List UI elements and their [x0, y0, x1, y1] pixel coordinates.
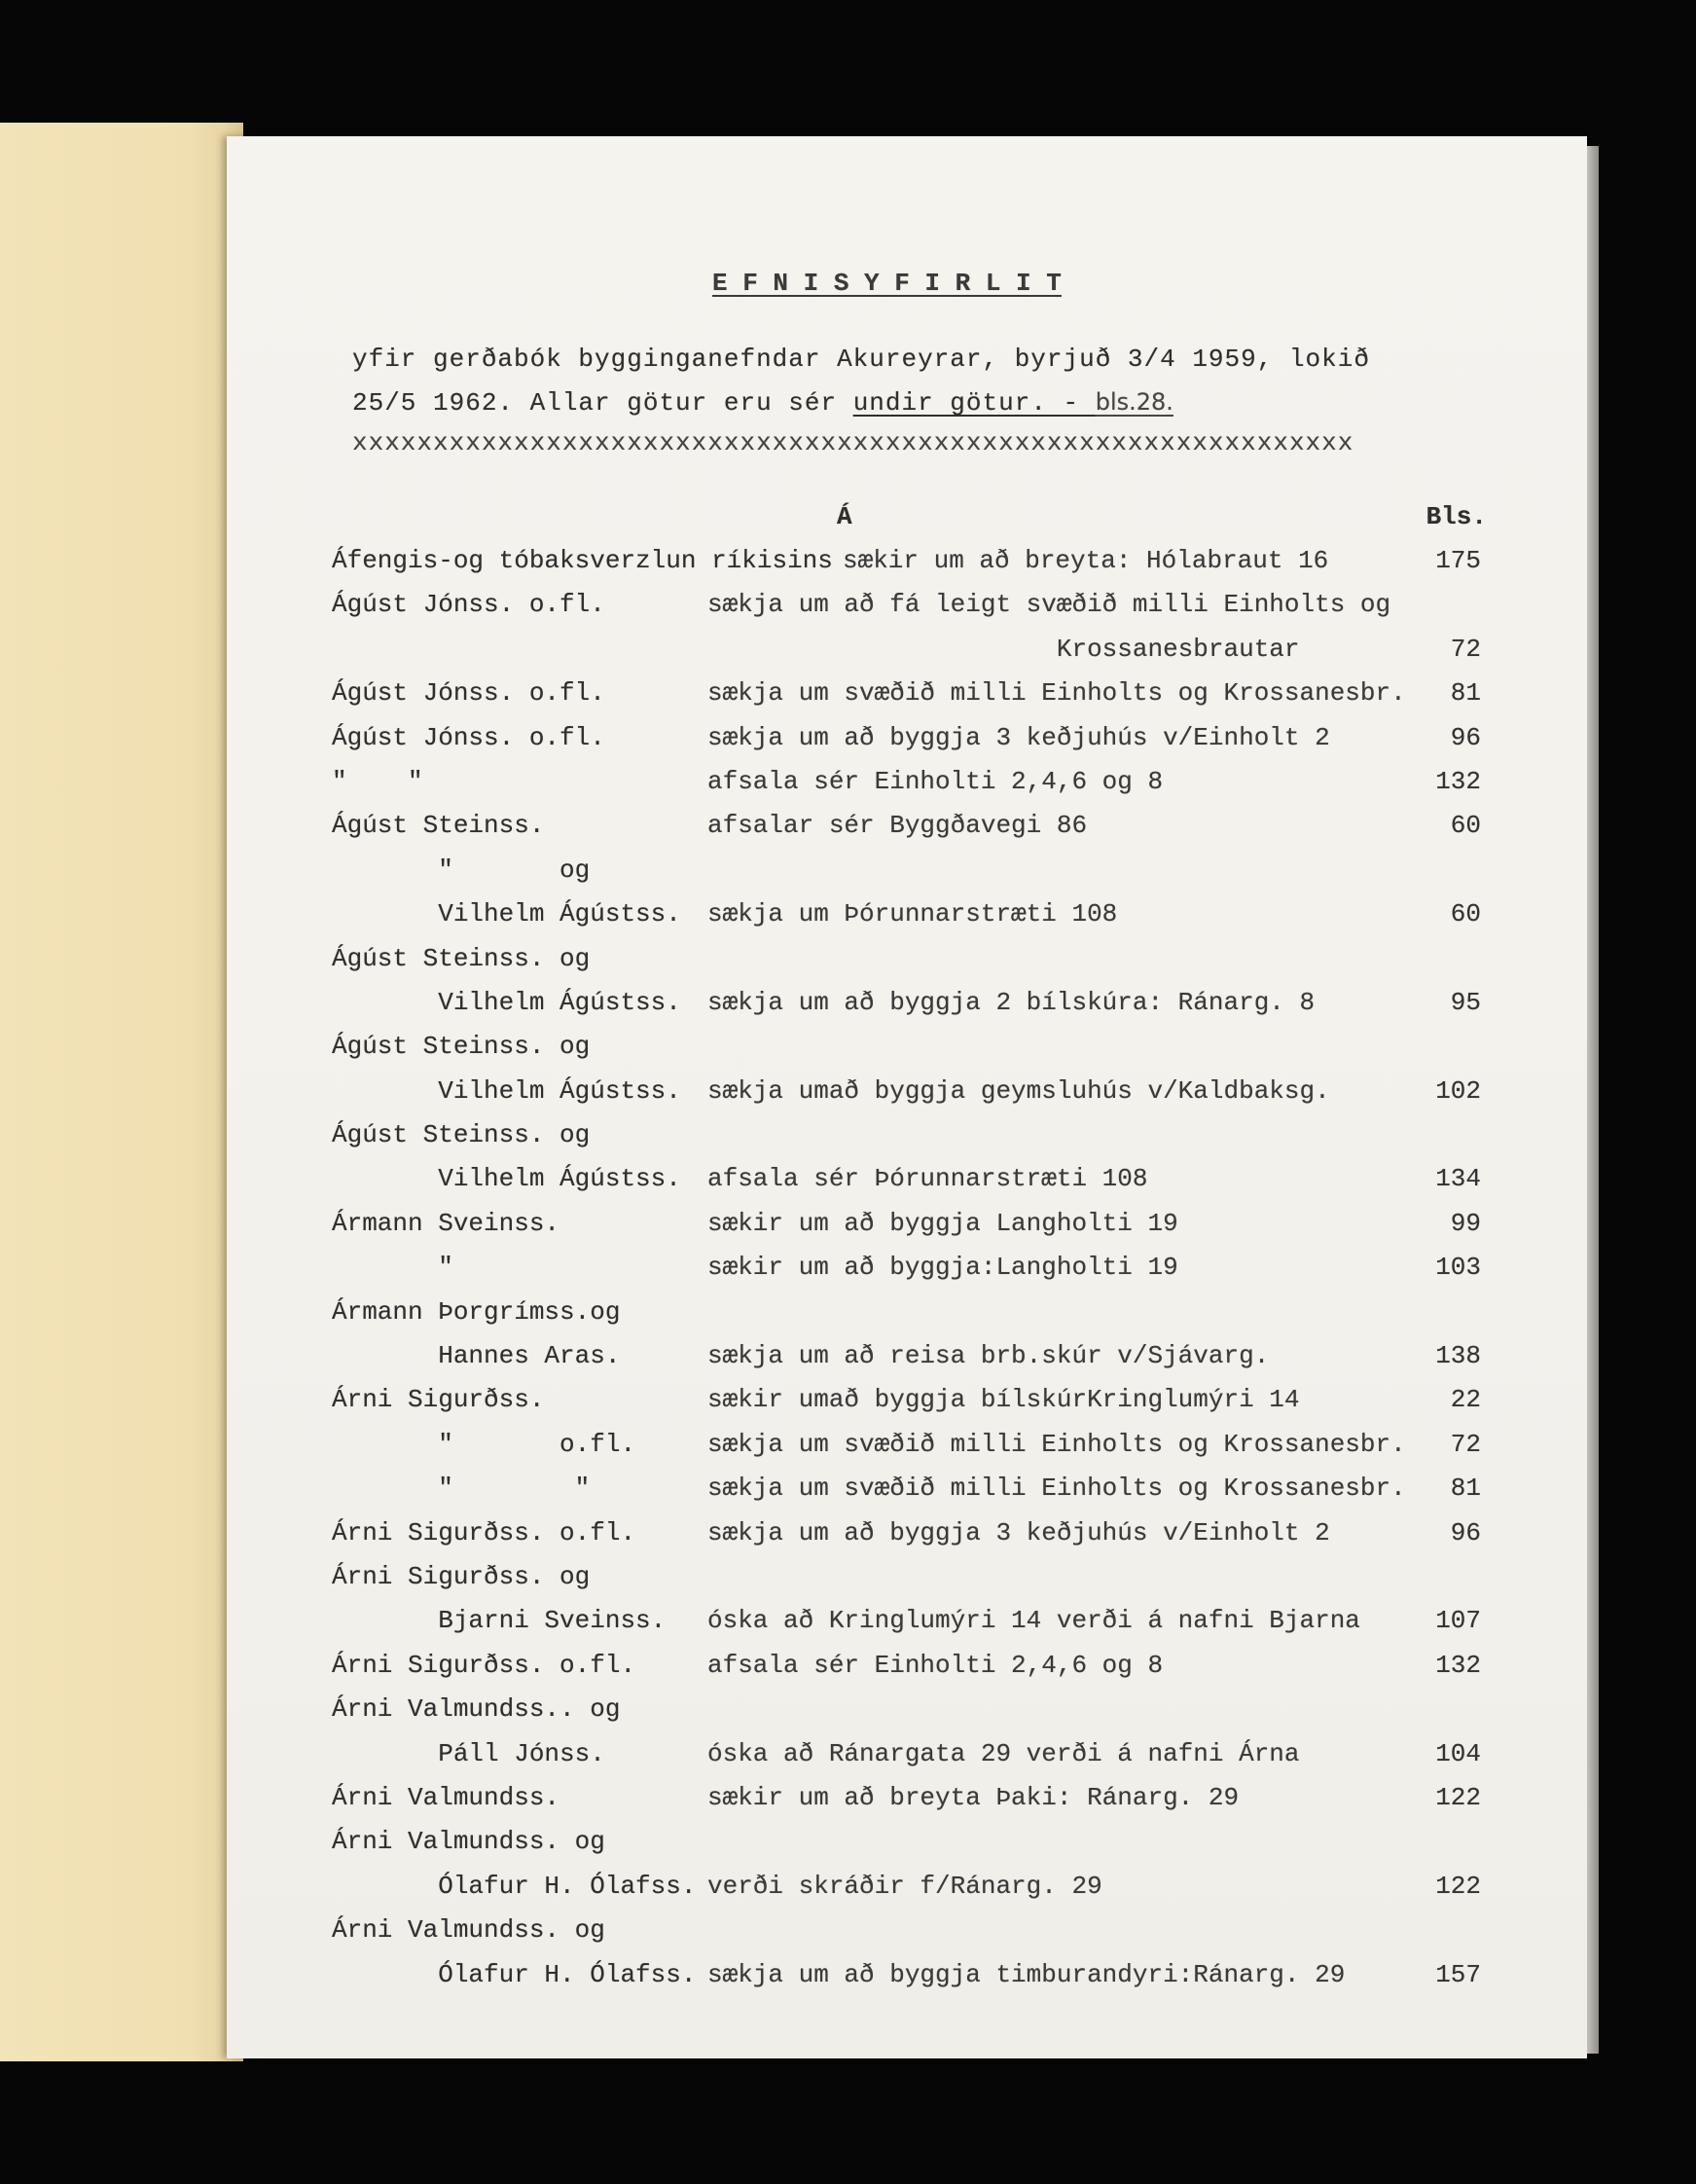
index-entry	[332, 760, 1481, 804]
entry-name: Ármann Sveinss.	[332, 1208, 560, 1238]
index-entry	[332, 1378, 1481, 1422]
entry-name: Ágúst Steinss.	[332, 811, 545, 841]
entry-name: Ágúst Steinss. og	[332, 1032, 591, 1062]
index-entry	[332, 937, 1481, 981]
entry-name: Árni Sigurðss. o.fl.	[332, 1650, 636, 1680]
index-entries	[332, 539, 1481, 1997]
entry-page-number: 132	[1435, 766, 1481, 796]
index-entry	[332, 1644, 1481, 1688]
entry-description: óska að Ránargata 29 verði á nafni Árna	[707, 1738, 1300, 1768]
entry-page-number: 107	[1435, 1606, 1481, 1636]
entry-page-number: 22	[1450, 1385, 1481, 1415]
index-entry	[332, 1334, 1481, 1378]
index-entry	[332, 628, 1481, 672]
index-entry	[332, 1820, 1481, 1864]
entry-name: "	[332, 1253, 453, 1283]
index-entry	[332, 1246, 1481, 1290]
entry-page-number: 122	[1435, 1871, 1481, 1901]
index-entry	[332, 1776, 1481, 1820]
entry-page-number: 134	[1435, 1164, 1481, 1194]
index-entry	[332, 804, 1481, 848]
entry-page-number: 132	[1435, 1650, 1481, 1680]
entry-name: Bjarni Sveinss.	[332, 1606, 667, 1636]
index-entry	[332, 1599, 1481, 1643]
index-entry	[332, 1291, 1481, 1334]
entry-name: Ármann Þorgrímss.og	[332, 1296, 621, 1327]
index-entry	[332, 892, 1481, 936]
entry-name: Áfengis-og tóbaksverzlun ríkisins	[332, 546, 833, 575]
entry-name: Ágúst Steinss. og	[332, 1120, 591, 1150]
entry-page-number: 157	[1435, 1959, 1481, 1989]
entry-description: afsalar sér Byggðavegi 86	[707, 811, 1088, 841]
intro-line-1: yfir gerðabók bygginganefndar Akureyrar, byrjuð 3/4 1959, lokið	[352, 345, 1370, 374]
entry-description: sækir um að breyta Þaki: Ránarg. 29	[707, 1782, 1240, 1812]
entry-description: sækja um svæðið milli Einholts og Krossanesbr.	[707, 1474, 1406, 1504]
separator-line: xxxxxxxxxxxxxxxxxxxxxxxxxxxxxxxxxxxxxxxxxxxxxxxxxxxxxxxxxxxxxx	[352, 428, 1354, 457]
index-entry	[332, 1511, 1481, 1555]
entry-name: Ágúst Jónss. o.fl.	[332, 722, 605, 752]
entry-name: Ólafur H. Ólafss.	[332, 1959, 697, 1989]
entry-description: sækja um Þórunnarstræti 108	[707, 899, 1118, 929]
entry-name: Árni Valmundss. og	[332, 1827, 605, 1857]
entry-name: Árni Sigurðss. og	[332, 1561, 591, 1591]
entry-page-number: 96	[1450, 1517, 1481, 1547]
entry-page-number: 95	[1450, 987, 1481, 1017]
index-entry	[332, 1157, 1481, 1201]
index-entry	[332, 1909, 1481, 1952]
entry-description: sækja um að byggja 2 bílskúra: Ránarg. 8	[707, 987, 1316, 1017]
index-entry	[332, 1555, 1481, 1599]
entry-description: sækja um svæðið milli Einholts og Krossanesbr.	[707, 678, 1406, 709]
entry-page-number: 102	[1435, 1075, 1481, 1106]
index-entry	[332, 1025, 1481, 1069]
index-entry	[332, 1732, 1481, 1776]
entry-description: afsala sér Einholti 2,4,6 og 8	[707, 766, 1164, 796]
entry-page-number: 81	[1450, 678, 1481, 709]
entry-description: sækja um að byggja 3 keðjuhús v/Einholt 2	[707, 722, 1330, 752]
entry-description: sækja um að byggja 3 keðjuhús v/Einholt 2	[707, 1517, 1330, 1547]
index-entry	[332, 1202, 1481, 1246]
entry-name: Vilhelm Ágústss.	[332, 1075, 681, 1106]
entry-page-number: 103	[1435, 1253, 1481, 1283]
index-entry	[332, 1688, 1481, 1731]
entry-description: afsala sér Einholti 2,4,6 og 8	[707, 1650, 1164, 1680]
page-stack-edge	[1587, 146, 1599, 2054]
entry-name: Ágúst Steinss. og	[332, 943, 591, 973]
entry-page-number: 99	[1450, 1208, 1481, 1238]
index-entry	[332, 1423, 1481, 1467]
entry-page-number: 60	[1450, 899, 1481, 929]
entry-page-number: 138	[1435, 1341, 1481, 1371]
index-entry	[332, 1467, 1481, 1511]
entry-name: Árni Valmundss. og	[332, 1915, 605, 1946]
entry-description: sækja um svæðið milli Einholts og Krossanesbr.	[707, 1429, 1406, 1459]
entry-description: óska að Kringlumýri 14 verði á nafni Bjarna	[707, 1606, 1360, 1636]
entry-description: sækja um að reisa brb.skúr v/Sjávarg.	[707, 1341, 1270, 1371]
index-entry	[332, 716, 1481, 760]
intro-underlined-text: undir götur. -	[852, 388, 1096, 418]
entry-page-number: 72	[1450, 634, 1481, 664]
entry-page-number: 72	[1450, 1429, 1481, 1459]
index-entry	[332, 1953, 1481, 1997]
entry-name: Ólafur H. Ólafss.	[332, 1871, 697, 1901]
intro-line-2-text: 25/5 1962. Allar götur eru sér	[352, 388, 853, 418]
entry-name: Árni Sigurðss.	[332, 1385, 545, 1415]
index-entry	[332, 1070, 1481, 1113]
entry-name: Árni Valmundss.	[332, 1782, 560, 1812]
entry-name: " og	[332, 855, 591, 885]
entry-name: Vilhelm Ágústss.	[332, 987, 681, 1017]
index-entry	[332, 539, 1481, 583]
entry-description: sækja um að byggja timburandyri:Ránarg. 29	[707, 1959, 1346, 1989]
entry-description: sækir um að byggja Langholti 19	[707, 1208, 1178, 1238]
entry-description: sækir umað byggja bílskúrKringlumýri 14	[707, 1385, 1300, 1415]
intro-page-reference: bls.28.	[1095, 388, 1173, 416]
facing-page	[0, 123, 243, 2061]
entry-description: sækja um að fá leigt svæðið milli Einholts og	[707, 590, 1391, 620]
entry-page-number: 122	[1435, 1782, 1481, 1812]
index-entry	[332, 849, 1481, 892]
index-entry	[332, 583, 1481, 627]
entry-name: Árni Valmundss.. og	[332, 1694, 621, 1725]
entry-name: Vilhelm Ágústss.	[332, 1164, 681, 1194]
entry-name: Páll Jónss.	[332, 1738, 605, 1768]
document-title: E F N I S Y F I R L I T	[712, 269, 1062, 298]
index-entry	[332, 981, 1481, 1025]
entry-name: " "	[332, 1474, 591, 1504]
entry-description: Krossanesbrautar	[707, 634, 1300, 664]
entry-name: Vilhelm Ágústss.	[332, 899, 681, 929]
entry-description: sækir um að breyta: Hólabraut 16	[843, 546, 1329, 575]
section-letter: Á	[837, 502, 852, 531]
entry-name: Hannes Aras.	[332, 1341, 621, 1371]
index-entry	[332, 1865, 1481, 1909]
entry-page-number: 96	[1450, 722, 1481, 752]
entry-name: Ágúst Jónss. o.fl.	[332, 678, 605, 709]
entry-name: " "	[332, 766, 423, 796]
entry-description: afsala sér Þórunnarstræti 108	[707, 1164, 1148, 1194]
entry-page-number: 104	[1435, 1738, 1481, 1768]
entry-page-number: 175	[1435, 546, 1481, 575]
intro-line-2	[352, 390, 1173, 416]
index-entry	[332, 1113, 1481, 1157]
index-entry	[332, 672, 1481, 715]
entry-description: sækja umað byggja geymsluhús v/Kaldbaksg.	[707, 1075, 1330, 1106]
entry-description: sækir um að byggja:Langholti 19	[707, 1253, 1178, 1283]
entry-name: Ágúst Jónss. o.fl.	[332, 590, 605, 620]
entry-name: " o.fl.	[332, 1429, 636, 1459]
entry-page-number: 81	[1450, 1474, 1481, 1504]
entry-description: verði skráðir f/Ránarg. 29	[707, 1871, 1102, 1901]
page-column-header: Bls.	[1425, 502, 1487, 531]
entry-page-number: 60	[1450, 811, 1481, 841]
entry-name: Árni Sigurðss. o.fl.	[332, 1517, 636, 1547]
